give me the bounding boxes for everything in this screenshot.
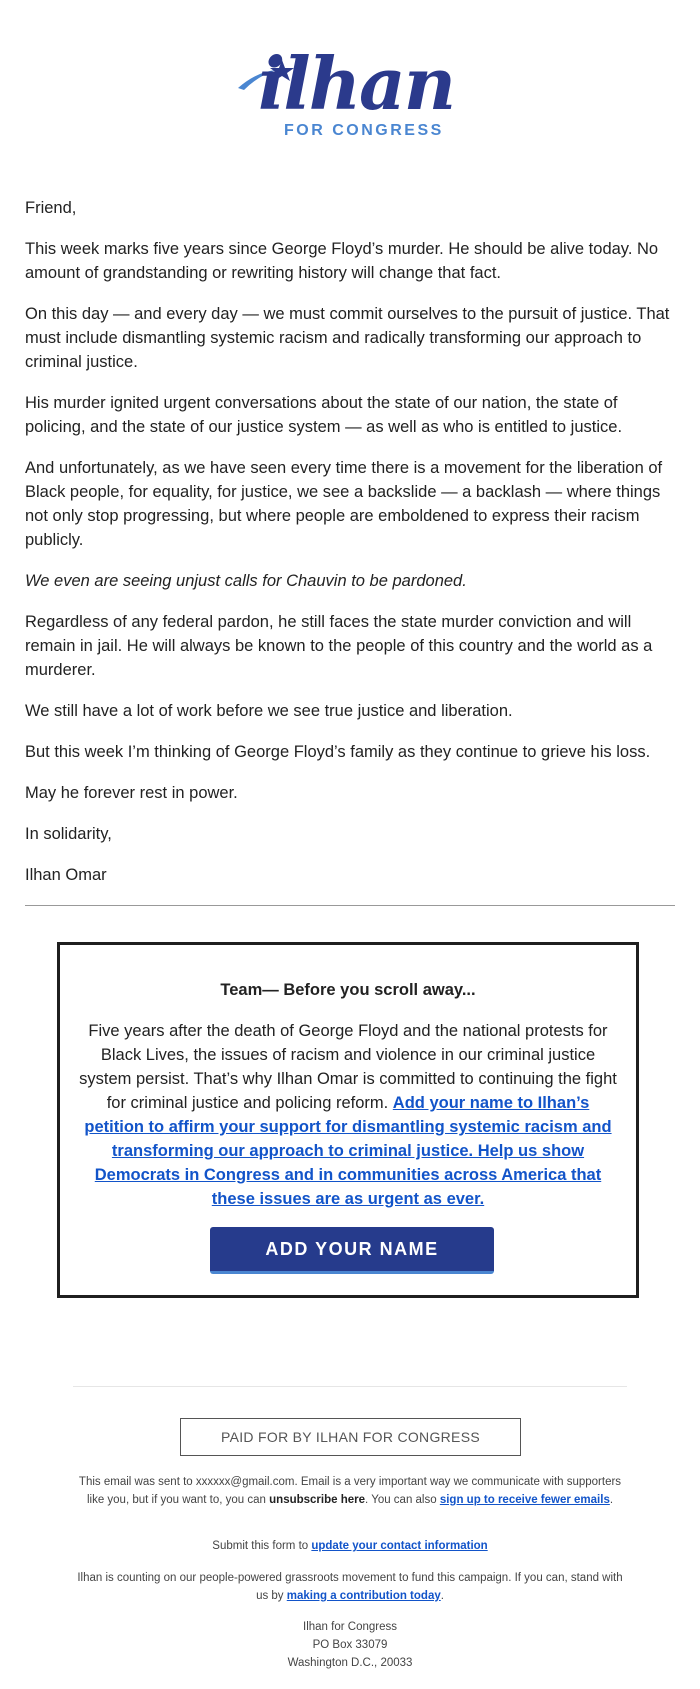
footer-text: Submit this form to	[212, 1540, 312, 1552]
callout-title: Team— Before you scroll away...	[220, 981, 476, 999]
paragraph: And unfortunately, as we have seen every time there is a movement for the liberation of Black people, for equality, for justice, we see a backslide — a backlash — where things not only stop progressing, but where people are emboldened to express their racism publicly.	[25, 459, 663, 549]
unsubscribe-link[interactable]: unsubscribe here	[269, 1494, 366, 1506]
paragraph: We still have a lot of work before we see true justice and liberation.	[25, 702, 513, 720]
address-line: PO Box 33079	[312, 1639, 388, 1651]
footer-contribution	[70, 1569, 630, 1605]
closing: In solidarity,	[25, 825, 112, 843]
fewer-emails-link[interactable]: sign up to receive fewer emails	[439, 1494, 610, 1506]
paragraph: Regardless of any federal pardon, he still faces the state murder conviction and will remain in jail. He will always be known to the people of this country and the world as a murderer.	[25, 613, 653, 679]
paragraph: This week marks five years since George Floyd’s murder. He should be alive today. No amount of grandstanding or rewriting history will change that fact.	[25, 240, 659, 282]
footer-text: .	[440, 1590, 444, 1602]
add-your-name-button[interactable]: ADD YOUR NAME	[210, 1227, 494, 1274]
paid-for-disclaimer: PAID FOR BY ILHAN FOR CONGRESS	[180, 1418, 521, 1456]
greeting: Friend,	[25, 199, 77, 217]
contribution-link[interactable]: making a contribution today	[286, 1590, 441, 1602]
paragraph: But this week I’m thinking of George Floyd’s family as they continue to grieve his loss.	[25, 743, 651, 761]
update-contact-link[interactable]: update your contact information	[311, 1540, 488, 1552]
footer-text: . You can also	[365, 1494, 440, 1506]
callout-body: Five years after the death of George Floyd and the national protests for Black Lives, the issues of racism and violence in our criminal justice system persist. That’s why Ilhan Omar is committed to continuing the fight for criminal justice and policing reform.	[79, 1022, 617, 1112]
petition-callout	[57, 942, 639, 1298]
footer-divider	[73, 1386, 627, 1387]
paragraph: May he forever rest in power.	[25, 784, 238, 802]
footer-text: . Email is a very important way we communicate with supporters like you, but if you want to, you can	[86, 1476, 622, 1506]
recipient-email: xxxxxx@gmail.com	[195, 1476, 295, 1488]
campaign-logo	[0, 41, 700, 144]
logo-wordmark: ilhan	[258, 41, 455, 126]
footer-update-contact	[70, 1537, 630, 1555]
divider	[25, 905, 675, 906]
footer-email-notice	[70, 1473, 630, 1509]
footer-text: This email was sent to	[78, 1476, 196, 1488]
paragraph: On this day — and every day — we must commit ourselves to the pursuit of justice. That must include dismantling systemic racism and radically transforming our approach to criminal justice.	[25, 305, 670, 371]
callout-text	[78, 1019, 618, 1211]
signature: Ilhan Omar	[25, 866, 107, 884]
address-line: Ilhan for Congress	[303, 1621, 397, 1633]
footer-text: .	[609, 1494, 614, 1506]
paragraph: His murder ignited urgent conversations about the state of our nation, the state of policing, and the state of our justice system — as well as who is entitled to justice.	[25, 394, 623, 436]
petition-link[interactable]: Add your name to Ilhan’s petition to affirm your support for dismantling systemic racism and transforming our approach to criminal justice. Help us show Democrats in Congress and in communities across America that these issues are as urgent as ever.	[84, 1094, 612, 1208]
letter-body	[25, 196, 675, 904]
footer-address	[70, 1618, 630, 1672]
paragraph-italic: We even are seeing unjust calls for Chauvin to be pardoned.	[25, 572, 467, 590]
address-line: Washington D.C., 20033	[287, 1657, 413, 1669]
footer-text: Ilhan is counting on our people-powered grassroots movement to fund this campaign. If you can, stand with us by	[77, 1572, 623, 1602]
logo-subtitle: FOR CONGRESS	[284, 122, 444, 139]
